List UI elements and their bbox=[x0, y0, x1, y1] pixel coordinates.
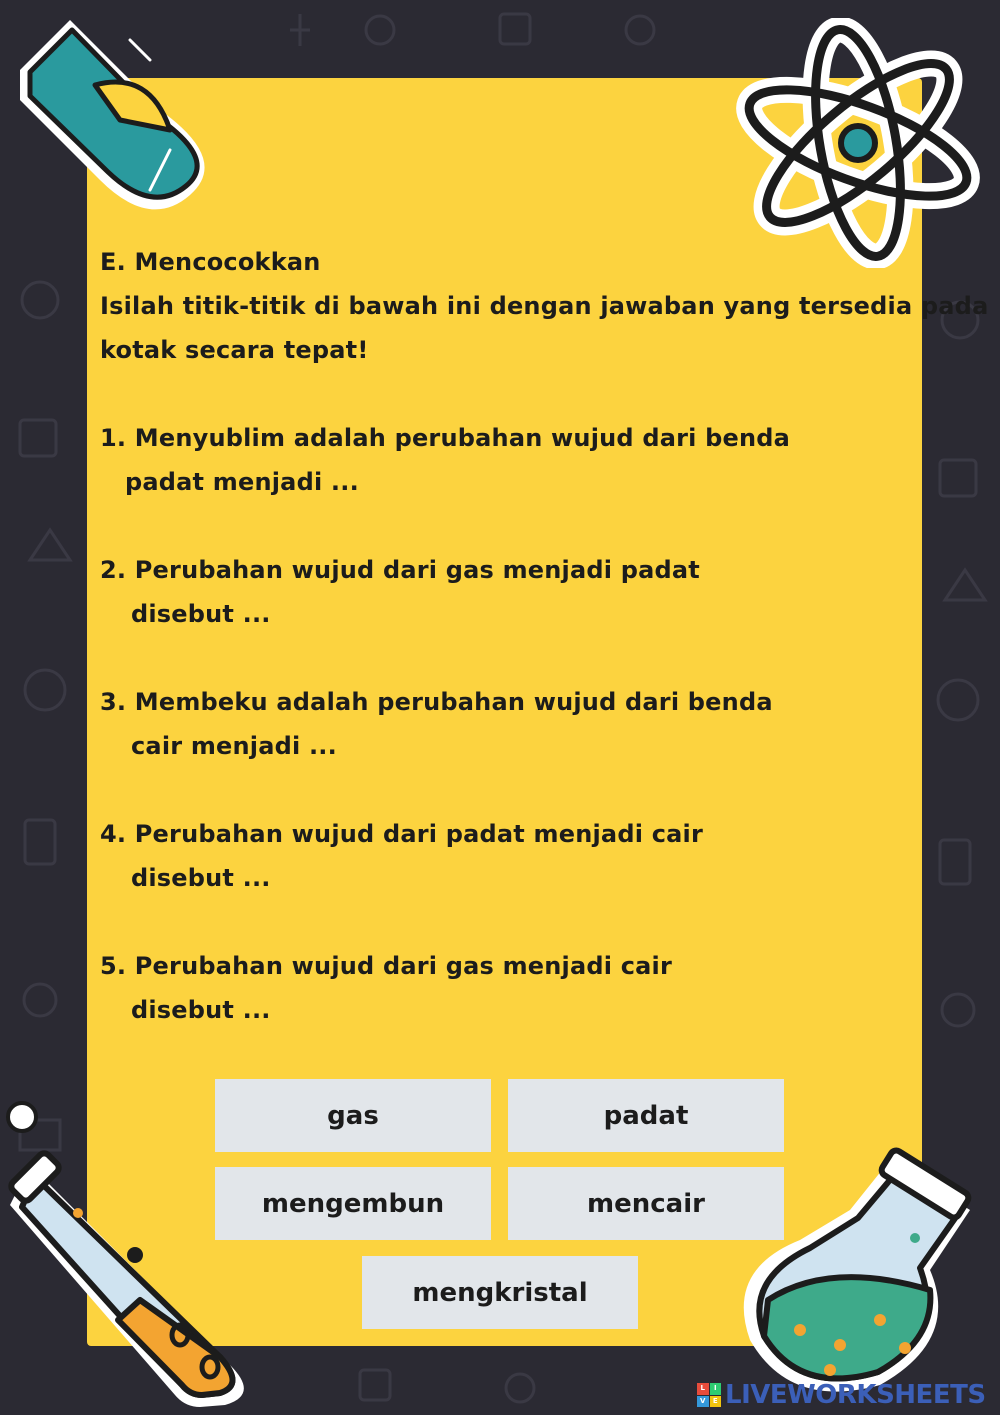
question-2-continuation: disebut ... bbox=[131, 600, 271, 628]
answer-option-gas[interactable]: gas bbox=[215, 1079, 491, 1152]
instruction-line-2: kotak secara tepat! bbox=[100, 336, 369, 364]
question-2: 2. Perubahan wujud dari gas menjadi padat bbox=[100, 556, 700, 584]
brand-name: LIVEWORKSHEETS bbox=[725, 1380, 986, 1410]
question-3: 3. Membeku adalah perubahan wujud dari benda bbox=[100, 688, 773, 716]
question-5-continuation: disebut ... bbox=[131, 996, 271, 1024]
atom-icon bbox=[728, 18, 988, 268]
answer-option-mengembun[interactable]: mengembun bbox=[215, 1167, 491, 1240]
answer-option-mencair[interactable]: mencair bbox=[508, 1167, 784, 1240]
section-heading: E. Mencocokkan bbox=[100, 248, 321, 276]
question-1: 1. Menyublim adalah perubahan wujud dari benda bbox=[100, 424, 791, 452]
answer-option-padat[interactable]: padat bbox=[508, 1079, 784, 1152]
question-3-continuation: cair menjadi ... bbox=[131, 732, 337, 760]
answer-option-mengkristal[interactable]: mengkristal bbox=[362, 1256, 638, 1329]
instruction-line-1: Isilah titik-titik di bawah ini dengan jawaban yang tersedia pada bbox=[100, 292, 989, 320]
question-1-continuation: padat menjadi ... bbox=[125, 468, 359, 496]
question-4: 4. Perubahan wujud dari padat menjadi cair bbox=[100, 820, 703, 848]
brand-logo-icon: L I V E bbox=[697, 1383, 721, 1407]
question-5: 5. Perubahan wujud dari gas menjadi cair bbox=[100, 952, 673, 980]
question-4-continuation: disebut ... bbox=[131, 864, 271, 892]
protractor-icon bbox=[0, 0, 250, 240]
brand-watermark bbox=[697, 1380, 986, 1410]
